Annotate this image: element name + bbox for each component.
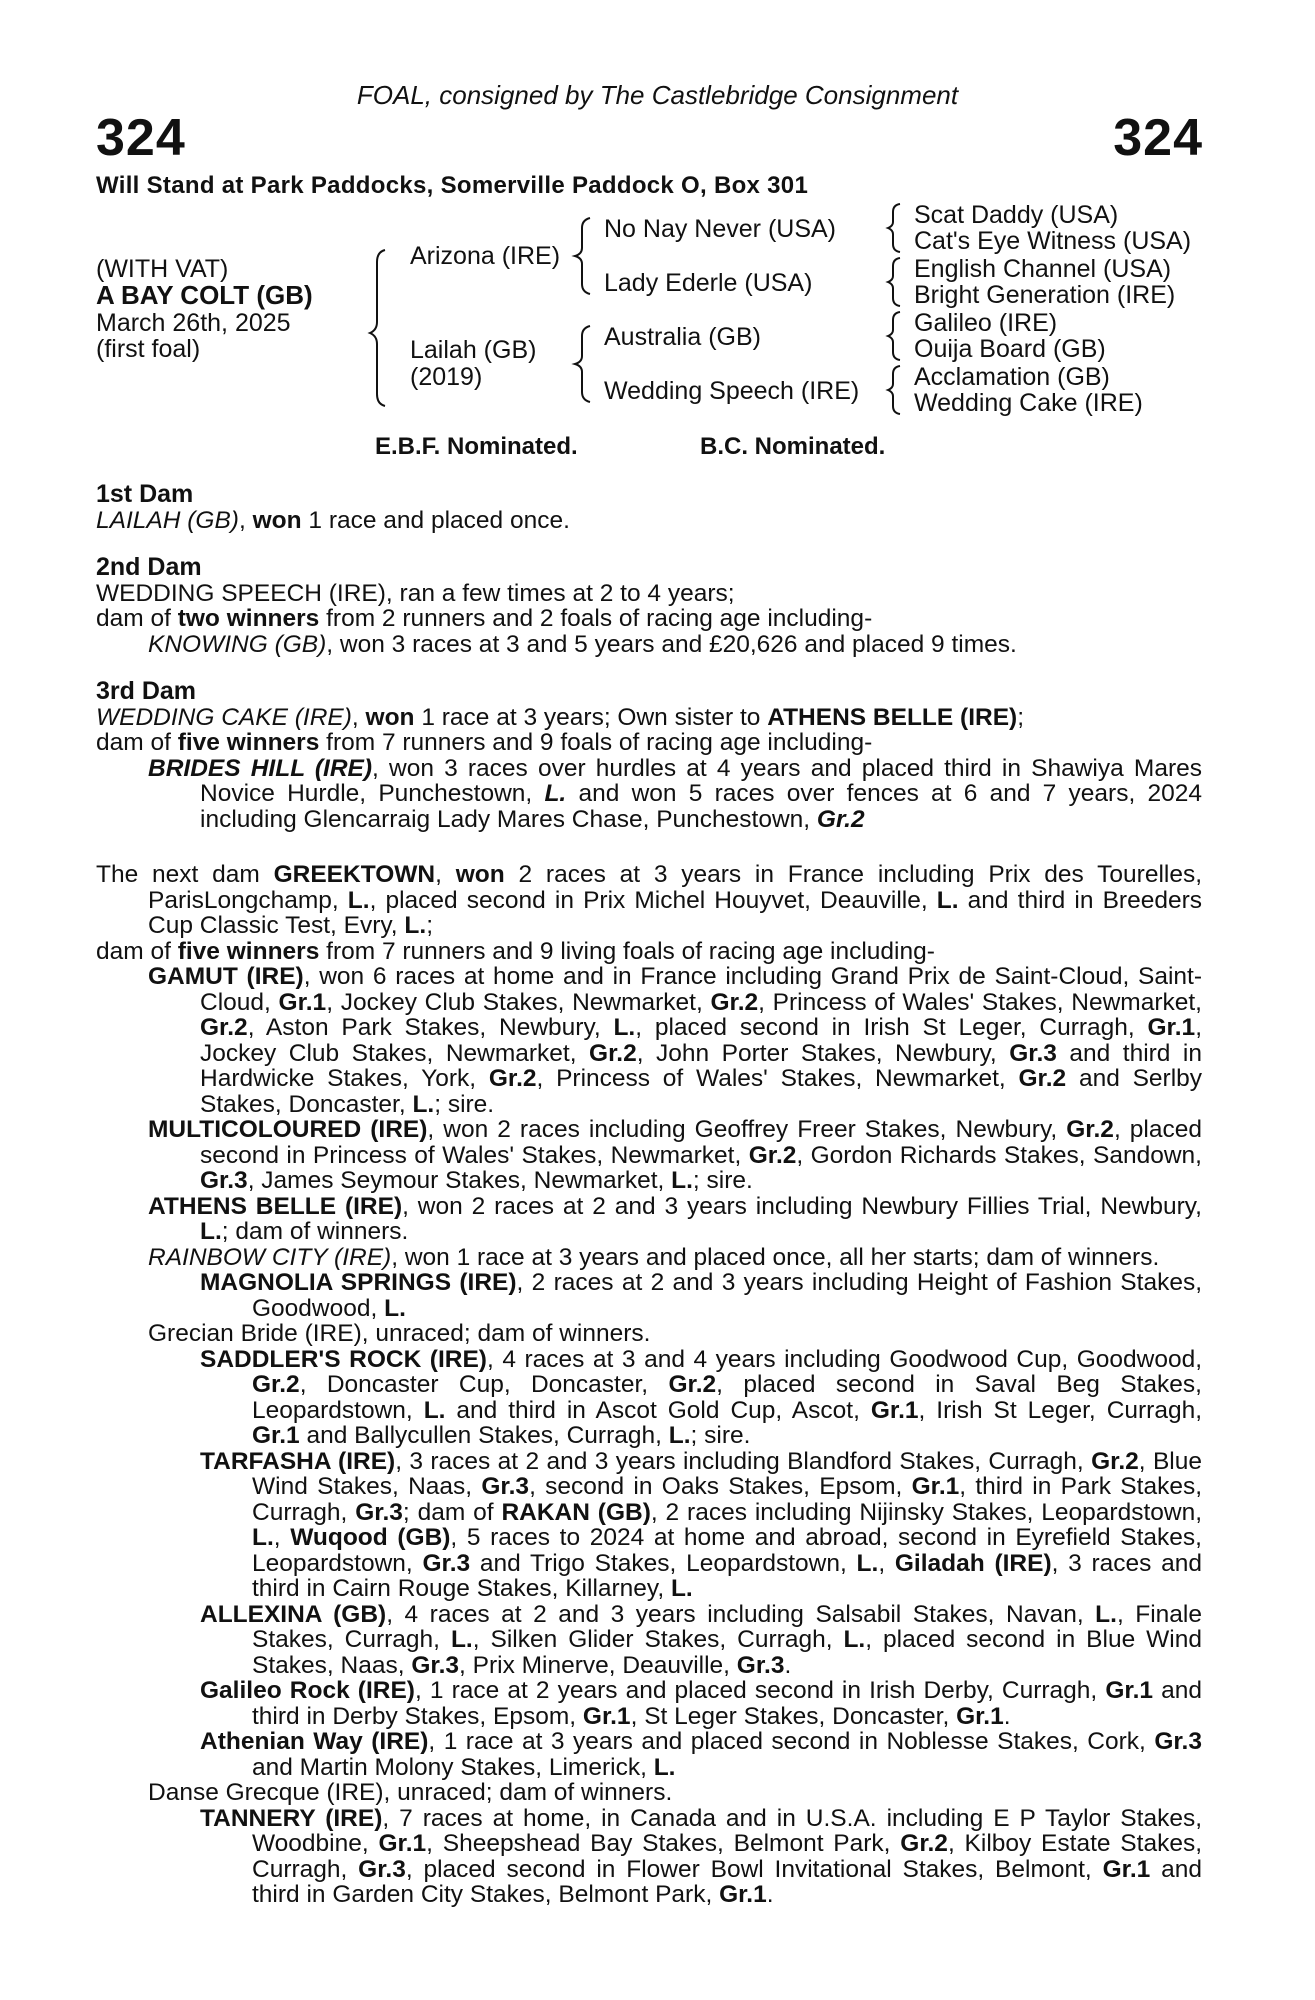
next-dam-line: The next dam GREEKTOWN, won 2 races at 3 years in France including Prix des Tourelles, ParisLongchamp, L., placed second in Prix Michel Houyvet, Deauville, L. and third in Breeders Cup Classic Test, Evry, L.;	[96, 861, 1203, 939]
second-dam-heading: 2nd Dam	[96, 553, 202, 581]
magnolia-springs-entry: MAGNOLIA SPRINGS (IRE), 2 races at 2 and 3 years including Height of Fashion Stakes, Goodwood, L.	[200, 1269, 1203, 1322]
ggp-3: English Channel (USA)	[914, 255, 1172, 283]
catalogue-body	[96, 482, 1202, 1908]
multicoloured-entry: MULTICOLOURED (IRE), won 2 races including Geoffrey Freer Stakes, Newbury, Gr.2, placed second in Princess of Wales' Stakes, Newmarket, Gr.2, Gordon Richards Stakes, Sandown, Gr.3, James Seymour Stakes, Newmarket, L.; sire.	[148, 1116, 1202, 1194]
grecian-bride-entry: Grecian Bride (IRE), unraced; dam of winners.	[148, 1320, 651, 1347]
athens-belle-entry: ATHENS BELLE (IRE), won 2 races at 2 and 3 years including Newbury Fillies Trial, Newbury, L.; dam of winners.	[148, 1192, 1202, 1245]
first-dam-section: 1st Dam LAILAH (GB), won 1 race and placed once.	[96, 482, 1202, 533]
horse-dob: March 26th, 2025	[96, 309, 291, 337]
brace-main	[370, 250, 385, 406]
brace-dam	[575, 326, 590, 402]
next-dam-produce: dam of five winners from 7 runners and 9 living foals of racing age including-	[96, 937, 935, 965]
brace-sire	[575, 218, 590, 294]
gamut-entry: GAMUT (IRE), won 6 races at home and in France including Grand Prix de Saint-Cloud, Saint-Cloud, Gr.1, Jockey Club Stakes, Newmarket, Gr.2, Princess of Wales' Stakes, Newmarket, Gr.2, Aston Park Stakes, Newbury, L., placed second in Irish St Leger, Curragh, Gr.1, Jockey Club Stakes, Newmarket, Gr.2, John Porter Stakes, Newbury, Gr.3 and third in Hardwicke Stakes, York, Gr.2, Princess of Wales' Stakes, Newmarket, Gr.2 and Serlby Stakes, Doncaster, L.; sire.	[148, 963, 1203, 1118]
third-dam-line: WEDDING CAKE (IRE), won 1 race at 3 years; Own sister to ATHENS BELLE (IRE);	[96, 703, 1025, 731]
ggp-2: Cat's Eye Witness (USA)	[914, 227, 1192, 255]
third-dam-heading: 3rd Dam	[96, 677, 197, 705]
sire-dam: Lady Ederle (USA)	[604, 269, 813, 297]
brides-hill-entry: BRIDES HILL (IRE), won 3 races over hurdles at 4 years and placed third in Shawiya Mares Novice Hurdle, Punchestown, L. and won 5 races over fences at 6 and 7 years, 2024 including Glencarraig Lady Mares Chase, Punchestown, Gr.2	[148, 754, 1202, 833]
tarfasha-entry: TARFASHA (IRE), 3 races at 2 and 3 years including Blandford Stakes, Curragh, Gr.2, Blue Wind Stakes, Naas, Gr.3, second in Oaks Stakes, Epsom, Gr.1, third in Park Stakes, Curragh, Gr.3; dam of RAKAN (GB), 2 races including Nijinsky Stakes, Leopardstown, L., Wuqood (GB), 5 races to 2024 at home and abroad, second in Eyrefield Stakes, Leopardstown, Gr.3 and Trigo Stakes, Leopardstown, L., Giladah (IRE), 3 races and third in Cairn Rouge Stakes, Killarney, L.	[200, 1447, 1203, 1602]
athenian-way-entry: Athenian Way (IRE), 1 race at 3 years and placed second in Noblesse Stakes, Cork, Gr.3 and Martin Molony Stakes, Limerick, L.	[200, 1728, 1202, 1781]
horse-name: A BAY COLT (GB)	[96, 280, 313, 310]
next-dam-section	[96, 862, 1202, 1908]
galileo-rock-entry: Galileo Rock (IRE), 1 race at 2 years and placed second in Irish Derby, Curragh, Gr.1 and third in Derby Stakes, Epsom, Gr.1, St Leger Stakes, Doncaster, Gr.1.	[200, 1677, 1202, 1730]
rainbow-city-entry: RAINBOW CITY (IRE), won 1 race at 3 years and placed once, all her starts; dam of winners.	[148, 1243, 1160, 1271]
first-dam-heading: 1st Dam	[96, 480, 194, 508]
bc-nominated: B.C. Nominated.	[700, 433, 886, 460]
dam-name: Lailah (GB)	[410, 336, 537, 364]
sire-name: Arizona (IRE)	[410, 242, 561, 270]
lot-number-left: 324	[96, 109, 186, 167]
second-dam-section	[96, 555, 1202, 657]
ebf-nominated: E.B.F. Nominated.	[375, 433, 578, 460]
dam-dam: Wedding Speech (IRE)	[604, 377, 860, 405]
third-dam-produce: dam of five winners from 7 runners and 9 foals of racing age including-	[96, 729, 873, 756]
horse-note: (first foal)	[96, 335, 201, 363]
dam-sire: Australia (GB)	[604, 323, 761, 351]
dam-year: (2019)	[410, 363, 483, 391]
tannery-entry: TANNERY (IRE), 7 races at home, in Canada and in U.S.A. including E P Taylor Stakes, Woodbine, Gr.1, Sheepshead Bay Stakes, Belmont Park, Gr.2, Kilboy Estate Stakes, Curragh, Gr.3, placed second in Flower Bowl Invitational Stakes, Belmont, Gr.1 and third in Garden City Stakes, Belmont Park, Gr.1.	[200, 1804, 1203, 1908]
saddlers-rock-entry: SADDLER'S ROCK (IRE), 4 races at 3 and 4 years including Goodwood Cup, Goodwood, Gr.2, Doncaster Cup, Doncaster, Gr.2, placed second in Saval Beg Stakes, Leopardstown, L. and third in Ascot Gold Cup, Ascot, Gr.1, Irish St Leger, Curragh, Gr.1 and Ballycullen Stakes, Curragh, L.; sire.	[200, 1345, 1203, 1449]
stand-location: Will Stand at Park Paddocks, Somerville Paddock O, Box 301	[96, 172, 809, 199]
second-dam-line: WEDDING SPEECH (IRE), ran a few times at 2 to 4 years;	[96, 579, 735, 607]
ggp-6: Ouija Board (GB)	[914, 335, 1106, 363]
first-dam-name: LAILAH (GB)	[96, 506, 239, 534]
ggp-1: Scat Daddy (USA)	[914, 201, 1119, 229]
vat-note: (WITH VAT)	[96, 255, 229, 283]
ggp-7: Acclamation (GB)	[914, 363, 1110, 391]
won-label: won	[252, 506, 302, 534]
third-dam-section	[96, 679, 1202, 832]
allexina-entry: ALLEXINA (GB), 4 races at 2 and 3 years including Salsabil Stakes, Navan, L., Finale Stakes, Curragh, L., Silken Glider Stakes, Curragh, L., placed second in Blue Wind Stakes, Naas, Gr.3, Prix Minerve, Deauville, Gr.3.	[200, 1600, 1202, 1679]
sire-sire: No Nay Never (USA)	[604, 215, 836, 243]
ggp-8: Wedding Cake (IRE)	[914, 389, 1143, 417]
ggp-4: Bright Generation (IRE)	[914, 281, 1176, 309]
first-dam-record: 1 race and placed once.	[301, 506, 570, 534]
lot-number-right: 324	[1113, 109, 1203, 167]
danse-grecque-entry: Danse Grecque (IRE), unraced; dam of winners.	[148, 1779, 673, 1806]
ggp-5: Galileo (IRE)	[914, 309, 1058, 337]
knowing-entry: KNOWING (GB), won 3 races at 3 and 5 years and £20,626 and placed 9 times.	[148, 630, 1017, 658]
consignment-line: FOAL, consigned by The Castlebridge Consignment	[356, 80, 959, 110]
second-dam-produce: dam of two winners from 2 runners and 2 foals of racing age including-	[96, 605, 873, 632]
